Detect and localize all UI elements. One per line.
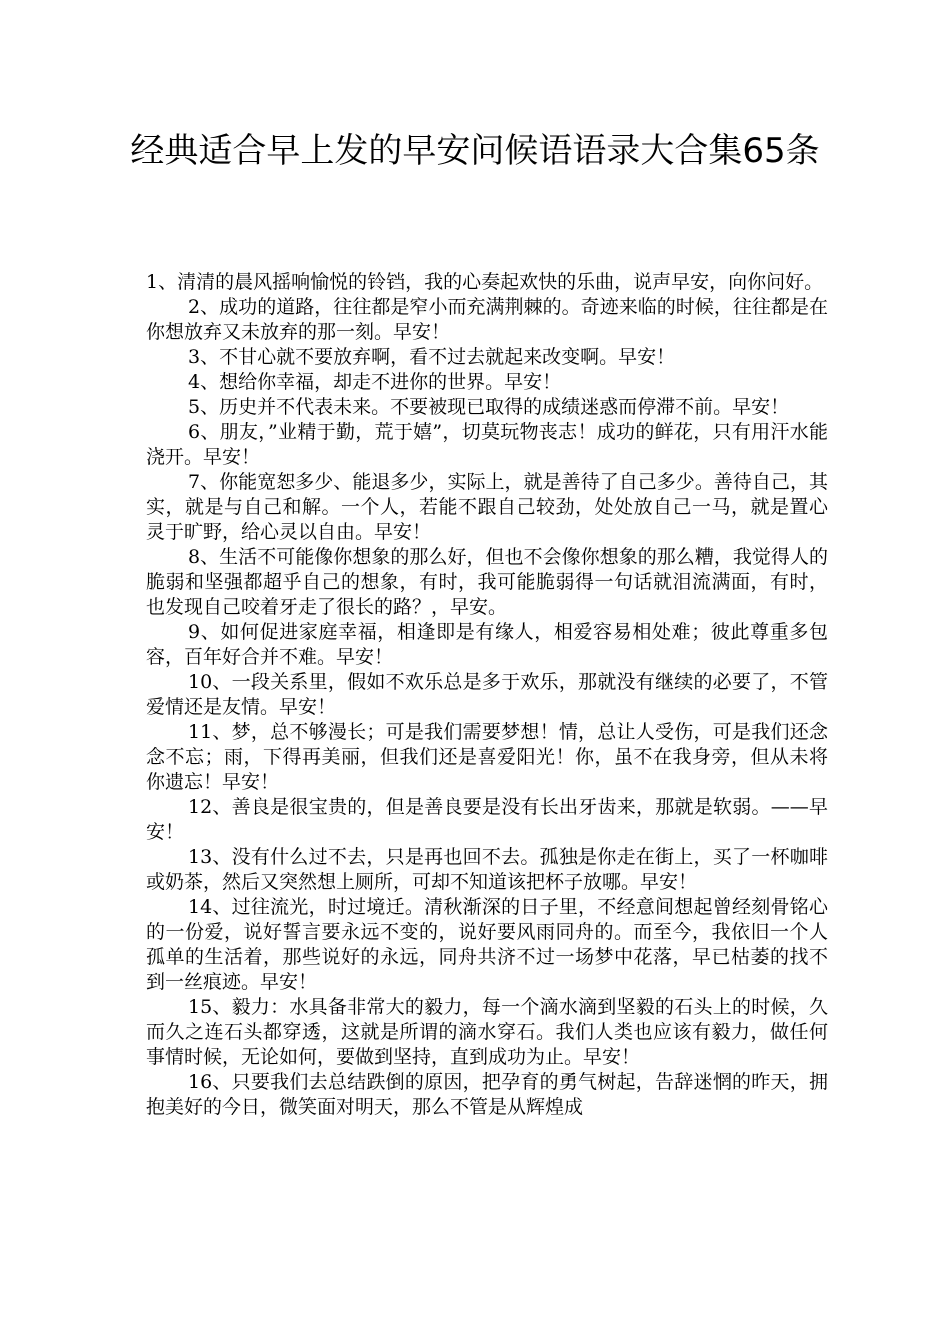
paragraph: 8、生活不可能像你想象的那么好，但也不会像你想象的那么糟，我觉得人的脆弱和坚强都超乎自己的想象，有时，我可能脆弱得一句话就泪流满面，有时，也发现自己咬着牙走了很长的路？，早安。 <box>146 546 828 618</box>
paragraph: 11、梦，总不够漫长；可是我们需要梦想！情，总让人受伤，可是我们还念念不忘；雨，下得再美丽，但我们还是喜爱阳光！你，虽不在我身旁，但从未将你遗忘！早安！ <box>146 721 828 793</box>
paragraph: 3、不甘心就不要放弃啊，看不过去就起来改变啊。早安！ <box>188 346 676 368</box>
paragraph: 9、如何促进家庭幸福，相逢即是有缘人，相爱容易相处难；彼此尊重多包容，百年好合并不难。早安！ <box>146 621 828 668</box>
paragraph: 1、清清的晨风摇响愉悦的铃铛，我的心奏起欢快的乐曲，说声早安，向你问好。 <box>146 271 824 293</box>
paragraph: 13、没有什么过不去，只是再也回不去。孤独是你走在街上，买了一杯咖啡或奶茶，然后又突然想上厕所，可却不知道该把杯子放哪。早安！ <box>146 846 828 893</box>
paragraph: 15、毅力：水具备非常大的毅力，每一个滴水滴到坚毅的石头上的时候，久而久之连石头都穿透，这就是所谓的滴水穿石。我们人类也应该有毅力，做任何事情时候，无论如何，要做到坚持，直到成功为止。早安！ <box>146 996 828 1068</box>
paragraph: 12、善良是很宝贵的，但是善良要是没有长出牙齿来，那就是软弱。——早安！ <box>146 796 828 843</box>
paragraph: 2、成功的道路，往往都是窄小而充满荆棘的。奇迹来临的时候，往往都是在你想放弃又未放弃的那一刻。早安！ <box>146 296 828 343</box>
paragraph: 10、一段关系里，假如不欢乐总是多于欢乐，那就没有继续的必要了，不管爱情还是友情。早安！ <box>146 671 828 718</box>
paragraph: 5、历史并不代表未来。不要被现已取得的成绩迷惑而停滞不前。早安！ <box>188 396 790 418</box>
paragraph: 16、只要我们去总结跌倒的原因，把孕育的勇气树起，告辞迷惘的昨天，拥抱美好的今日，微笑面对明天，那么不管是从辉煌成 <box>146 1071 828 1118</box>
paragraph: 14、过往流光，时过境迁。清秋渐深的日子里，不经意间想起曾经刻骨铭心的一份爱，说好誓言要永远不变的，说好要风雨同舟的。而至今，我依旧一个人孤单的生活着，那些说好的永远，同舟共济不过一场梦中花落，早已枯萎的找不到一丝痕迹。早安！ <box>146 896 828 993</box>
paragraph: 6、朋友，”业精于勤，荒于嬉”，切莫玩物丧志！成功的鲜花，只有用汗水能浇开。早安！ <box>146 421 828 468</box>
paragraph: 7、你能宽恕多少、能退多少，实际上，就是善待了自己多少。善待自己，其实，就是与自己和解。一个人，若能不跟自己较劲，处处放自己一马，就是置心灵于旷野，给心灵以自由。早安！ <box>146 471 828 543</box>
document-body <box>146 270 828 1120</box>
paragraph: 4、想给你幸福，却走不进你的世界。早安！ <box>188 371 562 393</box>
document-title: 经典适合早上发的早安问候语语录大合集65条 <box>130 131 820 171</box>
